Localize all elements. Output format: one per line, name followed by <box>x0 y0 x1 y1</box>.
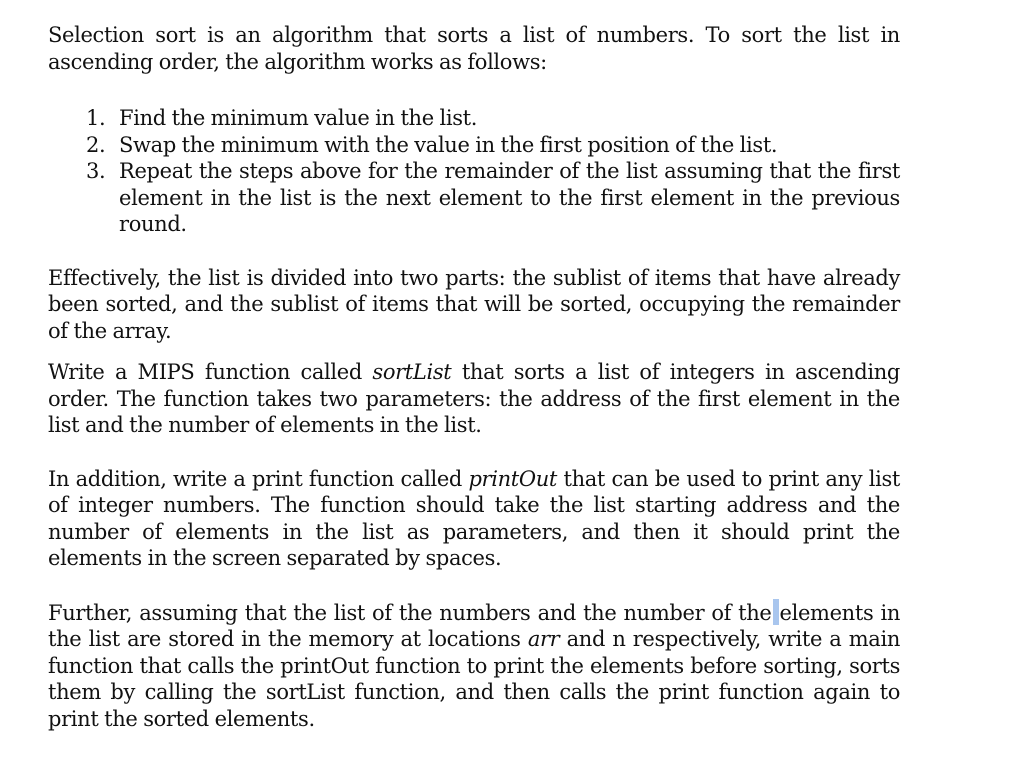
text-cursor <box>773 599 779 625</box>
step-number: 2. <box>86 132 106 157</box>
sublist-explanation-paragraph: Effectively, the list is divided into two parts: the sublist of items that have already been sorted, and the sublist of items that will be sorted, occupying the remainder of the array. <box>48 265 900 343</box>
algorithm-steps-list <box>48 105 900 238</box>
step-text: Find the minimum value in the list. <box>119 106 478 130</box>
intro-paragraph: Selection sort is an algorithm that sorts a list of numbers. To sort the list in ascending order, the algorithm works as follows: <box>48 23 900 74</box>
printout-function-name: printOut <box>468 466 558 491</box>
step-text: Repeat the steps above for the remainder of the list assuming that the first element in the list is the next element to the first element in the previous round. <box>119 159 900 236</box>
main-task-paragraph <box>48 599 900 733</box>
main-task-text-end: and n respectively, write a main function that calls the printOut function to print the elements before sorting, sorts them by calling the sortList function, and then calls the print function again to print the sorted elements. <box>48 627 900 731</box>
main-task-text-start: Further, assuming that the list of the numbers and the number of the <box>48 600 772 625</box>
printout-task-paragraph <box>48 466 900 572</box>
printout-task-text-start: In addition, write a print function called <box>48 466 469 491</box>
step-item <box>48 132 900 159</box>
printout-task-text-end: that can be used to print any list of integer numbers. The function should take the list starting address and the number of elements in the list as parameters, and then it should print the elements in the screen separated by spaces. <box>48 466 900 570</box>
arr-variable-name: arr <box>527 627 560 651</box>
main-task-text-middle: elements in the list are stored in the memory at locations <box>48 600 900 651</box>
step-item <box>48 105 900 132</box>
document-page <box>48 22 900 732</box>
sortlist-function-name: sortList <box>372 360 452 384</box>
sortlist-task-paragraph <box>48 359 900 439</box>
step-number: 3. <box>86 159 106 183</box>
sortlist-task-text-start: Write a MIPS function called <box>48 360 373 384</box>
step-text: Swap the minimum with the value in the first position of the list. <box>119 132 778 157</box>
sortlist-task-text-end: that sorts a list of integers in ascending order. The function takes two parameters: the address of the first element in the list and the number of elements in the list. <box>48 360 900 437</box>
step-number: 1. <box>86 106 106 130</box>
step-item <box>48 158 900 238</box>
